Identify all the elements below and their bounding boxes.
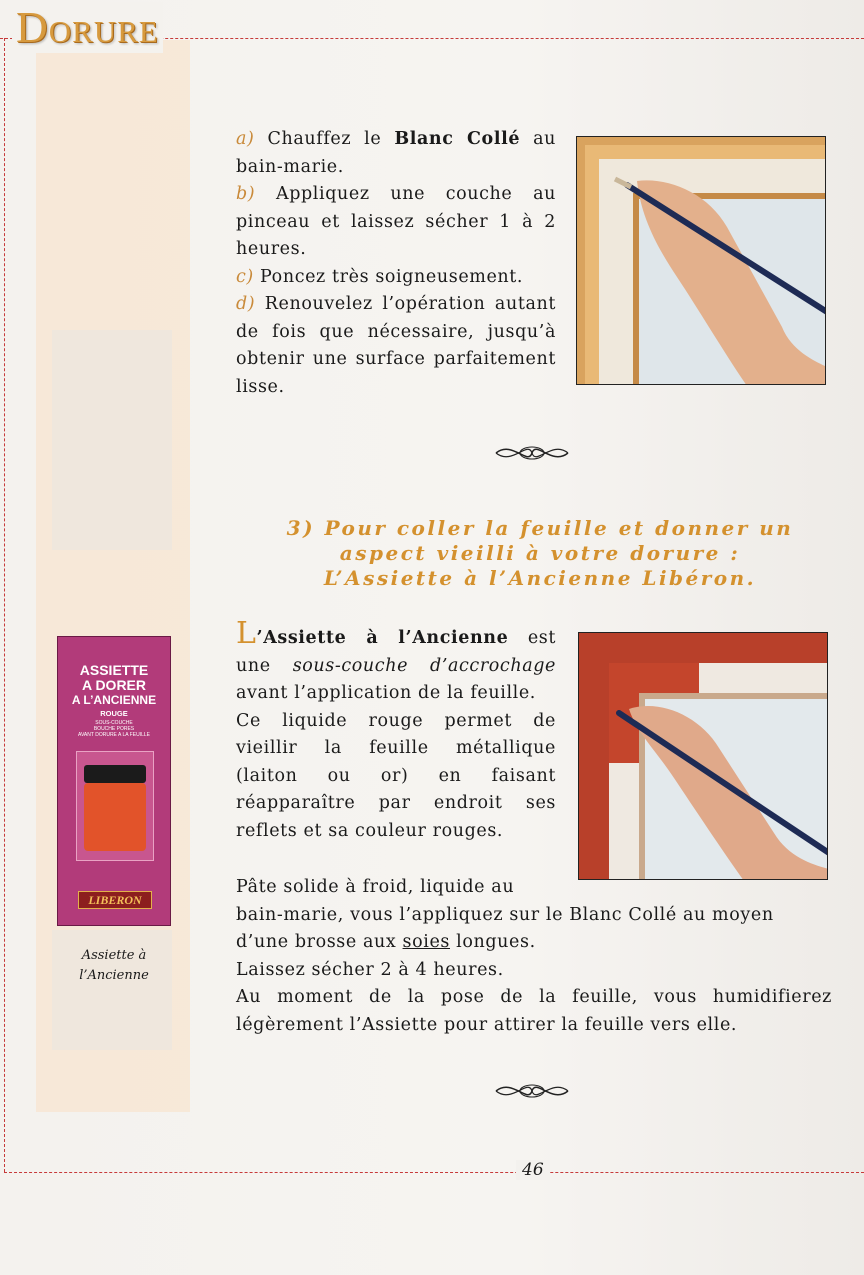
step-c: c) Poncez très soigneusement.: [236, 266, 524, 287]
jar-body: [84, 783, 146, 851]
step-a: a) Chauffez le Blanc Collé au bain-marie.: [236, 129, 556, 177]
assiette-para-3-end: longues.: [450, 932, 536, 952]
bleed-through-image: [52, 330, 172, 550]
steps-block: [236, 126, 556, 401]
drop-cap: L: [236, 616, 257, 651]
assiette-para-2: Ce liquide rouge permet de vieillir la feuille métallique (laiton ou or) en faisant réapparaître par endroit ses reflets et sa couleur rouges.: [236, 710, 556, 841]
frame-bottom-border: [4, 1172, 864, 1173]
painting-illustration: [577, 137, 826, 385]
section-heading-3: 3) Pour coller la feuille et donner un aspect vieilli à votre dorure : L’Assiette à l’Ancienne Libéron.: [286, 516, 794, 590]
assiette-para-4: Laissez sécher 2 à 4 heures.: [236, 959, 504, 980]
jar-cap: [84, 765, 146, 783]
assiette-intro: L’Assiette à l’Ancienne est une sous-couche d’accrochage avant l’application de la feuille. Ce liquide rouge permet de vieillir la feuille métallique (laiton ou or) en faisant réapparaître par endroit ses reflets et sa couleur rouges.: [236, 620, 556, 845]
step-d: d) Renouvelez l’opération autant de fois que nécessaire, jusqu’à obtenir une surface parfaitement lisse.: [236, 294, 556, 397]
assiette-para-3: [236, 874, 832, 957]
page-number: 46: [516, 1160, 550, 1180]
red-painting-illustration: [579, 633, 828, 880]
flourish-ornament: [492, 436, 572, 474]
product-package: ASSIETTE A DORER A L’ANCIENNE ROUGE SOUS-COUCHE BOUCHE PORES AVANT DORURE A LA FEUILLE LIBERON: [57, 636, 171, 926]
step-b: b) Appliquez une couche au pinceau et laissez sécher 1 à 2 heures.: [236, 184, 556, 259]
photo-applying-red: [578, 632, 828, 880]
assiette-para-3-underlined: soies: [402, 932, 450, 952]
brand-logo: LIBERON: [78, 891, 152, 909]
photo-painting-frame: [576, 136, 826, 385]
flourish-ornament: [492, 1074, 572, 1112]
frame-left-border: [4, 38, 5, 1172]
assiette-para-3-text: Pâte solide à froid, liquide au bain-marie, vous l’appliquez sur le Blanc Collé au moyen d’une brosse aux: [236, 877, 774, 952]
assiette-para-5: Au moment de la pose de la feuille, vous humidifierez légèrement l’Assiette pour attirer la feuille vers elle.: [236, 987, 832, 1035]
product-caption: Assiette à l’Ancienne: [79, 948, 149, 983]
page-title: Dorure: [12, 2, 163, 53]
assiette-usage: [236, 874, 832, 1039]
